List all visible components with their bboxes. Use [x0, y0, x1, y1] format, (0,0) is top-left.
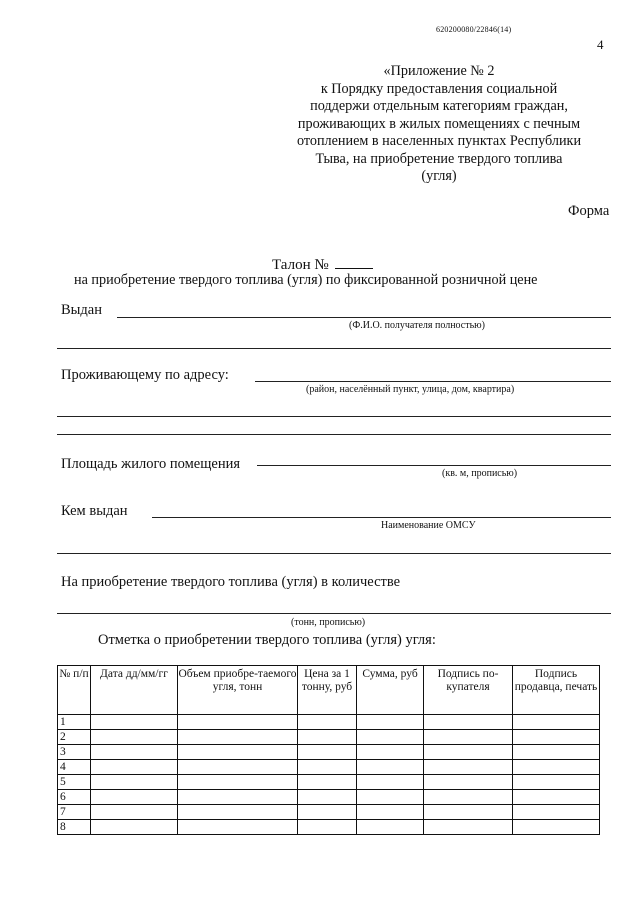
quantity-label: На приобретение твердого топлива (угля) в количестве [61, 574, 401, 590]
row-number: 1 [58, 715, 91, 730]
table-cell[interactable] [424, 730, 513, 745]
area-hint: (кв. м, прописью) [442, 468, 518, 479]
quantity-field[interactable] [57, 613, 611, 614]
table-cell[interactable] [424, 715, 513, 730]
address-field-line2[interactable] [57, 416, 611, 417]
table-row [58, 715, 600, 730]
address-field[interactable] [255, 381, 611, 382]
col-header-price: Цена за 1 тонну, руб [298, 666, 357, 715]
row-number: 2 [58, 730, 91, 745]
row-number: 4 [58, 760, 91, 775]
table-row [58, 805, 600, 820]
appendix-line: отоплением в населенных пунктах Республики [296, 133, 582, 149]
document-id: 620200080/22846(14) [436, 25, 512, 34]
table-cell[interactable] [513, 715, 600, 730]
row-number: 3 [58, 745, 91, 760]
table-cell[interactable] [178, 715, 298, 730]
table-cell[interactable] [178, 790, 298, 805]
table-cell[interactable] [513, 820, 600, 835]
table-cell[interactable] [513, 760, 600, 775]
table-cell[interactable] [178, 820, 298, 835]
issued-hint: (Ф.И.О. получателя полностью) [349, 320, 485, 331]
table-cell[interactable] [357, 730, 424, 745]
table-cell[interactable] [357, 760, 424, 775]
issued-field-line2[interactable] [57, 348, 611, 349]
issuer-label: Кем выдан [61, 503, 128, 519]
row-number: 6 [58, 790, 91, 805]
row-number: 5 [58, 775, 91, 790]
table-cell[interactable] [424, 745, 513, 760]
table-cell[interactable] [357, 790, 424, 805]
issued-field[interactable] [117, 317, 611, 318]
purchase-mark-title: Отметка о приобретении твердого топлива (угля) угля: [98, 632, 436, 648]
address-field-line3[interactable] [57, 434, 611, 435]
quantity-hint: (тонн, прописью) [291, 617, 366, 628]
table-cell[interactable] [424, 820, 513, 835]
table-cell[interactable] [357, 715, 424, 730]
table-row [58, 760, 600, 775]
appendix-line: к Порядку предоставления социальной [320, 80, 558, 97]
area-field[interactable] [257, 465, 611, 466]
table-cell[interactable] [298, 745, 357, 760]
col-header-buyer-signature: Подпись по-купателя [424, 666, 513, 715]
table-cell[interactable] [513, 805, 600, 820]
table-cell[interactable] [513, 730, 600, 745]
col-header-volume: Объем приобре-таемого угля, тонн [178, 666, 298, 715]
table-cell[interactable] [178, 775, 298, 790]
table-cell[interactable] [91, 730, 178, 745]
purchase-table [57, 665, 600, 835]
issuer-field[interactable] [152, 517, 611, 518]
table-row [58, 730, 600, 745]
page-number: 4 [597, 37, 604, 52]
table-cell[interactable] [178, 745, 298, 760]
table-cell[interactable] [91, 715, 178, 730]
table-cell[interactable] [298, 775, 357, 790]
table-cell[interactable] [298, 805, 357, 820]
table-cell[interactable] [513, 790, 600, 805]
table-cell[interactable] [91, 760, 178, 775]
issuer-field-line2[interactable] [57, 553, 611, 554]
table-row [58, 775, 600, 790]
table-cell[interactable] [357, 805, 424, 820]
table-cell[interactable] [424, 790, 513, 805]
table-cell[interactable] [91, 820, 178, 835]
talon-subtitle: на приобретение твердого топлива (угля) по фиксированной розничной цене [74, 272, 538, 288]
table-header-row [58, 666, 600, 715]
table-cell[interactable] [424, 760, 513, 775]
appendix-line: (угля) [421, 168, 457, 184]
table-cell[interactable] [298, 730, 357, 745]
address-hint: (район, населённый пункт, улица, дом, квартира) [306, 384, 515, 395]
col-header-date: Дата дд/мм/гг [91, 666, 178, 715]
issuer-hint: Наименование ОМСУ [381, 520, 476, 531]
table-cell[interactable] [513, 745, 600, 760]
row-number: 7 [58, 805, 91, 820]
table-cell[interactable] [298, 790, 357, 805]
appendix-line: «Приложение № 2 [383, 63, 495, 79]
appendix-line: проживающих в жилых помещениях с печным [297, 115, 581, 132]
table-row [58, 790, 600, 805]
table-cell[interactable] [357, 820, 424, 835]
table-cell[interactable] [424, 775, 513, 790]
form-label: Форма [568, 203, 610, 219]
talon-number-field[interactable] [335, 256, 373, 269]
table-cell[interactable] [513, 775, 600, 790]
address-label: Проживающему по адресу: [61, 367, 229, 383]
col-header-seller-signature: Подпись продавца, печать [513, 666, 600, 715]
table-cell[interactable] [91, 790, 178, 805]
table-cell[interactable] [178, 730, 298, 745]
appendix-line: Тыва, на приобретение твердого топлива [315, 150, 563, 167]
table-cell[interactable] [178, 760, 298, 775]
talon-title-text: Талон № [272, 257, 329, 273]
table-cell[interactable] [298, 715, 357, 730]
table-row [58, 745, 600, 760]
area-label: Площадь жилого помещения [61, 456, 241, 472]
appendix-block [274, 63, 604, 186]
table-cell[interactable] [178, 805, 298, 820]
table-cell[interactable] [424, 805, 513, 820]
table-cell[interactable] [91, 745, 178, 760]
table-row [58, 820, 600, 835]
col-header-sum: Сумма, руб [357, 666, 424, 715]
table-cell[interactable] [357, 745, 424, 760]
table-cell[interactable] [298, 820, 357, 835]
appendix-line: поддержи отдельным категориям граждан, [310, 98, 568, 114]
table-cell[interactable] [298, 760, 357, 775]
table-cell[interactable] [91, 775, 178, 790]
row-number: 8 [58, 820, 91, 835]
col-header-number: № п/п [58, 666, 91, 715]
table-cell[interactable] [357, 775, 424, 790]
issued-label: Выдан [61, 302, 102, 318]
table-cell[interactable] [91, 805, 178, 820]
